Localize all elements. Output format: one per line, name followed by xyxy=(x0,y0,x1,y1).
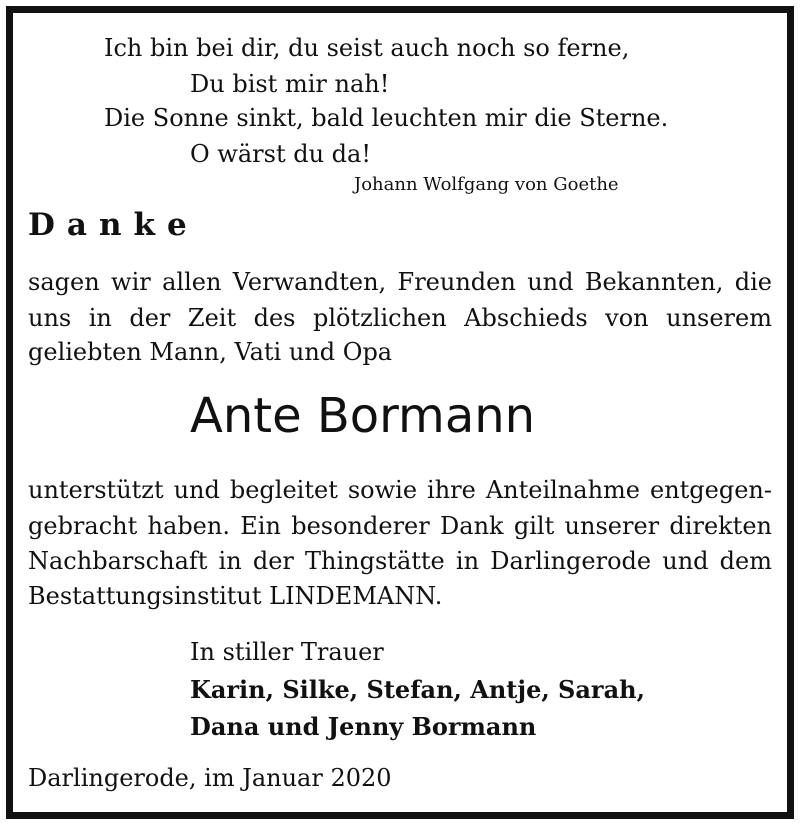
signature-intro: In stiller Trauer xyxy=(190,638,384,666)
intro-line-2: uns in der Zeit des plötzlichen Abschieds von unserem xyxy=(28,304,772,332)
poem-line-1: Ich bin bei dir, du seist auch noch so ferne, xyxy=(104,34,630,62)
body-line-2: gebracht haben. Ein besonderer Dank gilt unserer direkten xyxy=(28,512,772,540)
place-date: Darlingerode, im Januar 2020 xyxy=(28,764,392,792)
body-line-4: Bestattungsinstitut LINDEMANN. xyxy=(28,582,443,610)
signature-names-line-2: Dana und Jenny Bormann xyxy=(190,712,537,741)
heading-danke: Danke xyxy=(28,207,199,243)
deceased-name: Ante Bormann xyxy=(190,388,536,444)
intro-line-1: sagen wir allen Verwandten, Freunden und Bekannten, die xyxy=(28,268,772,296)
poem-author: Johann Wolfgang von Goethe xyxy=(354,174,619,195)
poem-line-3: Die Sonne sinkt, bald leuchten mir die Sterne. xyxy=(104,104,669,132)
intro-line-3: geliebten Mann, Vati und Opa xyxy=(28,338,393,366)
signature-names-line-1: Karin, Silke, Stefan, Antje, Sarah, xyxy=(190,675,645,704)
poem-line-4: O wärst du da! xyxy=(190,140,371,168)
poem-line-2: Du bist mir nah! xyxy=(190,70,390,98)
body-line-1: unterstützt und begleitet sowie ihre Anteilnahme entgegen- xyxy=(28,476,772,504)
body-line-3: Nachbarschaft in der Thingstätte in Darlingerode und dem xyxy=(28,547,772,575)
